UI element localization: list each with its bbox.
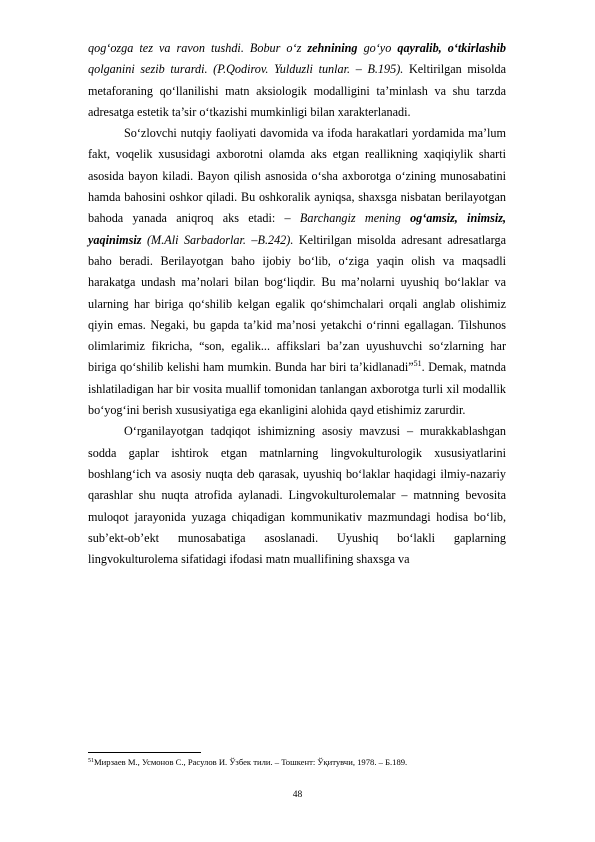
quote-text: Barchangiz mening [299, 211, 411, 226]
main-text [88, 38, 506, 570]
footnote-number: 51 [88, 758, 94, 764]
paragraph-2 [88, 123, 506, 421]
footnote [88, 757, 506, 768]
emphasis-word: zehnining [307, 41, 358, 55]
body-text: Keltirilgan misolda metaforaning qo‘llanilishi matn aksiologik modalligini ta’minlash va shu tarzda adresatga estetik ta’sir o‘tkazishi mumkinligi bilan xarakterlanadi. [88, 62, 507, 119]
footnote-text: Мирзаев М., Усмонов С., Расулов И. Ўзбек тили. – Тошкент: Ўқитувчи, 1978. – Б.189. [94, 757, 408, 767]
quote-text: go‘yo [357, 41, 398, 55]
emphasis-word: qayralib, o‘tkirlashib [397, 41, 506, 55]
paragraph-3: O‘rganilayotgan tadqiqot ishimizning asosiy mavzusi – murakkablashgan sodda gaplar ishtirok etgan matnlarning lingvokulturologik xususiyatlarini boshlang‘ich va asosiy nuqta deb qarasak, uyushiq bo‘laklar haqidagi ilmiy-nazariy qarashlar shu nuqta atrofida aylanadi. Lingvokulturolemalar – matnning bevosita muloqot jarayonida yuzaga chiqadigan kommunikativ mazmundagi hodisa bo‘lib, sub’ekt-ob’ekt munosabatiga asoslanadi. Uyushiq bo‘lakli gaplarning lingvokulturolema sifatidagi ifodasi matn muallifining shaxsga va [88, 424, 506, 567]
emphasis-word: og‘amsiz, inimsiz, yaqinimsiz [88, 211, 507, 247]
quote-source: (M.Ali Sarbadorlar. –B.242). [141, 232, 294, 247]
body-text: . Demak, matnda ishlatiladigan har bir vosita muallif tomonidan tanlangan axborotga turli xil modallik bo‘yog‘ini berish xususiyatiga ega ekanligini alohida qayd etishimiz zarurdir. [88, 360, 506, 418]
quote-source: qolganini sezib turardi. (P.Qodirov. Yulduzli tunlar. – B.195). [88, 62, 404, 77]
footnote-divider [88, 752, 201, 753]
body-text: Keltirilgan misolda adresant adresatlarga baho beradi. Berilayotgan baho ijobiy bo‘lib, o‘ziga yaqin olish va maqsadli harakatga undash ma’nolari bilan bog‘liqdir. Bu ma’nolarni uyushiq bo‘laklar va ularning har biriga qo‘shilib kelgan egalik qo‘shimchalari orqali anglab olishimiz qiyin emas. Negaki, bu gapda ta’kid ma’nosi yetakchi o‘rinni egallagan. Tilshunos olimlarimiz fikricha, “son, egalik... affikslari ba’zan uyushuvchi so‘zlarning har biriga qo‘shilib kelishi ham mumkin. Bunda har biri ta’kidlanadi” [88, 232, 506, 375]
page-number: 48 [292, 790, 303, 800]
quote-text: qog‘ozga tez va ravon tushdi. Bobur o‘z [88, 41, 308, 55]
footnote-ref: 51 [413, 359, 422, 369]
body-text: So‘zlovchi nutqiy faoliyati davomida va ifoda harakatlari yordamida ma’lum fakt, voqelik xususidagi axborotni olamda aks etgan reallikning xaqiqiylik sharti asosida bayon kiladi. Bayon qilish asnosida o‘sha axborotga o‘zining munosabatini hamda bahosini oshkor qiladi. Bu oshkoralik ayniqsa, shaxsga nisbatan berilayotgan bahoda yanada aniqroq aks etadi: – [88, 126, 506, 226]
paragraph-1 [88, 38, 506, 123]
